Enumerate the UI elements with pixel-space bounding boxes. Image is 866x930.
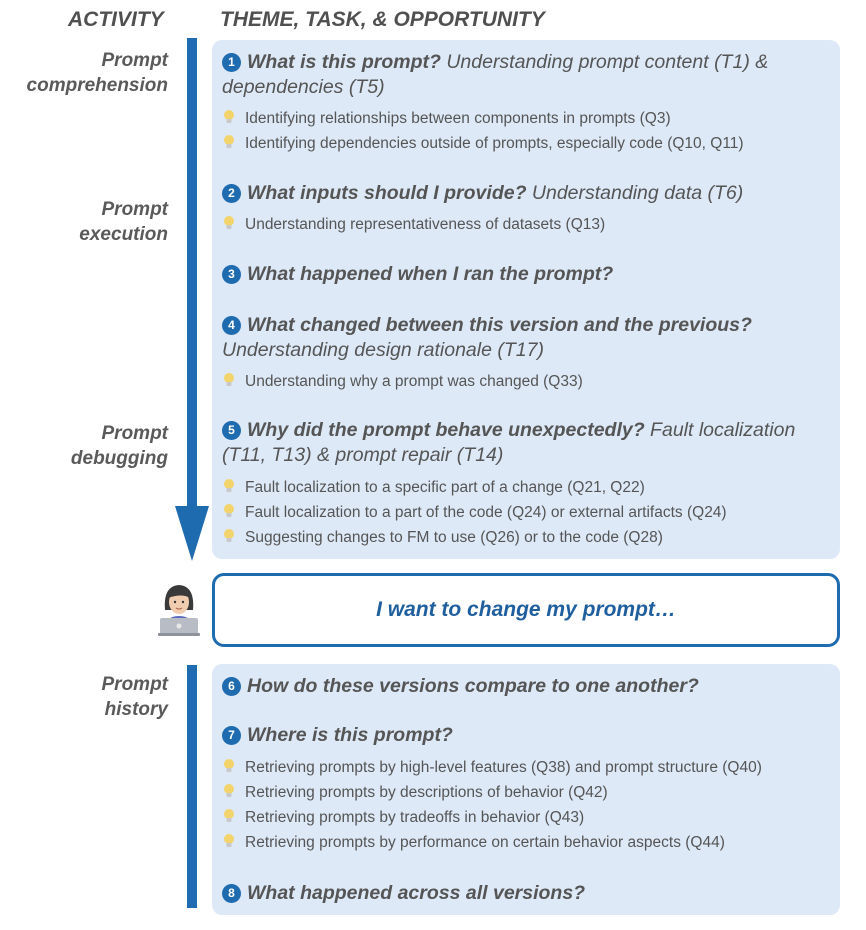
number-badge-4: 4 — [222, 316, 241, 335]
question-1: 1 What is this prompt? Understanding prompt content (T1) & dependencies (T5) — [222, 51, 769, 98]
lightbulb-icon — [222, 783, 236, 799]
list-item: Suggesting changes to FM to use (Q26) or to the code (Q28) — [222, 525, 663, 550]
lightbulb-icon — [222, 478, 236, 494]
question-2: 2 What inputs should I provide? Understanding data (T6) — [222, 181, 822, 206]
activity-execution: Prompt execution — [79, 199, 168, 245]
lightbulb-icon — [222, 503, 236, 519]
list-item: Fault localization to a specific part of a change (Q21, Q22) — [222, 475, 645, 500]
list-item: Retrieving prompts by high-level features (Q38) and prompt structure (Q40) — [222, 755, 762, 780]
lightbulb-icon — [222, 808, 236, 824]
lightbulb-icon — [222, 833, 236, 849]
question-8: 8 What happened across all versions? — [222, 881, 822, 906]
lightbulb-icon — [222, 134, 236, 150]
number-badge-8: 8 — [222, 884, 241, 903]
activity-comprehension: Prompt comprehension — [26, 50, 168, 96]
number-badge-3: 3 — [222, 265, 241, 284]
number-badge-6: 6 — [222, 677, 241, 696]
list-item: Identifying dependencies outside of prompts, especially code (Q10, Q11) — [222, 131, 744, 156]
list-item: Understanding why a prompt was changed (Q33) — [222, 369, 583, 394]
list-item: Retrieving prompts by descriptions of behavior (Q42) — [222, 780, 608, 805]
number-badge-2: 2 — [222, 184, 241, 203]
list-item: Understanding representativeness of datasets (Q13) — [222, 212, 605, 237]
person-at-laptop-icon — [156, 580, 202, 636]
lightbulb-icon — [222, 109, 236, 125]
lightbulb-icon — [222, 372, 236, 388]
activity-history: Prompt history — [101, 674, 168, 720]
list-item: Identifying relationships between components in prompts (Q3) — [222, 106, 671, 131]
lightbulb-icon — [222, 215, 236, 231]
activity-flow-arrow — [172, 38, 214, 563]
question-4: 4 What changed between this version and the previous? Understanding design rationale (T17) — [222, 314, 752, 361]
lightbulb-icon — [222, 528, 236, 544]
question-7: 7 Where is this prompt? — [222, 723, 822, 748]
lightbulb-icon — [222, 758, 236, 774]
list-item: Retrieving prompts by performance on certain behavior aspects (Q44) — [222, 830, 725, 855]
question-5: 5 Why did the prompt behave unexpectedly? Fault localization (T11, T13) & prompt repair (T14) — [222, 419, 796, 466]
activity-debugging: Prompt debugging — [70, 423, 168, 469]
theme-header: THEME, TASK, & OPPORTUNITY — [220, 8, 545, 31]
question-6: 6 How do these versions compare to one another? — [222, 674, 822, 699]
list-item: Retrieving prompts by tradeoffs in behavior (Q43) — [222, 805, 584, 830]
question-3: 3 What happened when I ran the prompt? — [222, 262, 822, 287]
activity-header: ACTIVITY — [68, 8, 164, 31]
number-badge-7: 7 — [222, 726, 241, 745]
history-bar — [187, 665, 197, 908]
number-badge-1: 1 — [222, 53, 241, 72]
number-badge-5: 5 — [222, 421, 241, 440]
change-prompt-callout: I want to change my prompt… — [212, 573, 840, 647]
list-item: Fault localization to a part of the code (Q24) or external artifacts (Q24) — [222, 500, 727, 525]
